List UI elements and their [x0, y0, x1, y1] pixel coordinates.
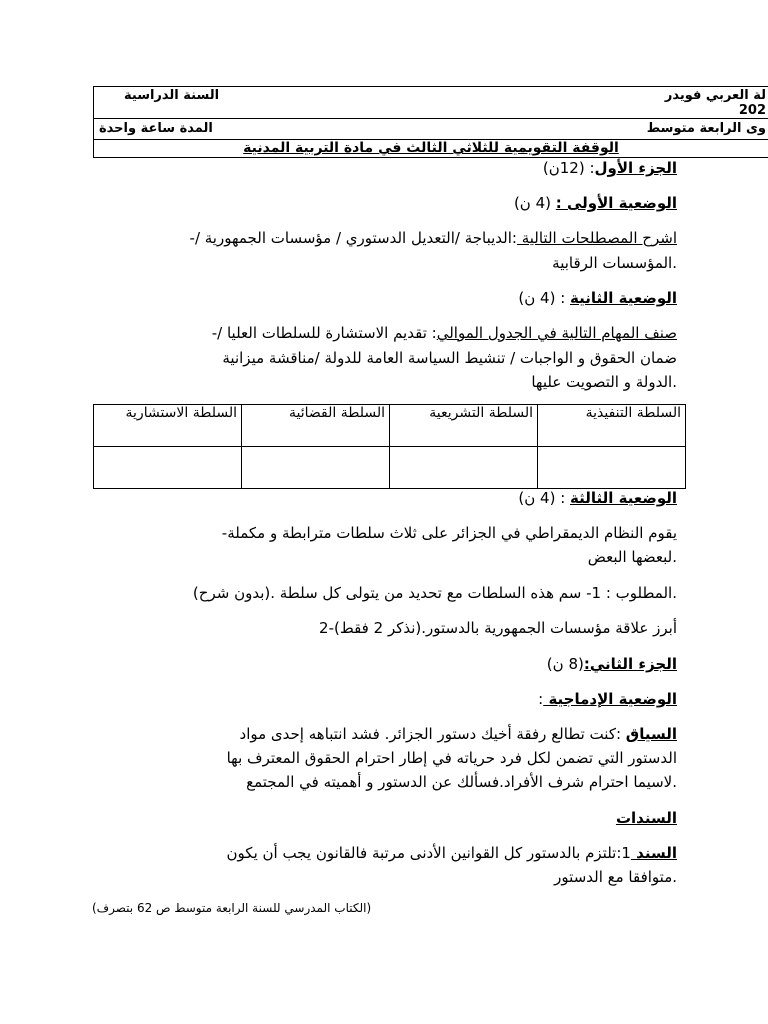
part2-marks: (8 ن) — [546, 655, 584, 673]
context-text-line2: الدستور التي تضمن لكل فرد حرياته في إطار احترام الحقوق المعترف بها — [226, 749, 677, 767]
context-text-line3: .لاسيما احترام شرف الأفراد.فسألك عن الدستور و أهميته في المجتمع — [246, 773, 677, 791]
header-judicial: السلطة القضائية — [242, 405, 390, 447]
integration-line — [538, 687, 677, 712]
situation2-heading: الوضعية الثانية — [570, 289, 677, 307]
situation2-lead: صنف المهام التالية في الجدول الموالي — [436, 324, 677, 342]
document1-line2: .متوافقا مع الدستور — [554, 868, 677, 886]
situation3-heading: الوضعية الثالثة — [570, 489, 677, 507]
situation3-line — [518, 486, 677, 511]
situation3-text-line2: .لبعضها البعض — [587, 548, 677, 566]
header-legislative: السلطة التشريعية — [390, 405, 538, 447]
table-header-row — [94, 405, 686, 447]
situation1-text-line2: .المؤسسات الرقابية — [552, 254, 677, 272]
context-lead: السياق — [625, 725, 677, 743]
answer-cell-legislative[interactable] — [390, 447, 538, 489]
situation2-marks: : (4 ن) — [518, 289, 571, 307]
situation2-task1: : تقديم الاستشارة للسلطات العليا /- — [211, 324, 437, 342]
situation1-marks: (4 ن) — [513, 194, 556, 212]
context-text: :كنت تطالع رفقة أخيك دستور الجزائر. فشد انتباهه إحدى مواد — [239, 725, 626, 743]
header-box — [93, 86, 768, 158]
answer-cell-executive[interactable] — [538, 447, 686, 489]
situation3-text-line1: يقوم النظام الديمقراطي في الجزائر على ثلاث سلطات مترابطة و مكملة- — [221, 524, 677, 542]
header-consultative: السلطة الاستشارية — [94, 405, 242, 447]
integration-heading: الوضعية الإدماجية — [543, 690, 677, 708]
part2-line — [547, 652, 677, 677]
part1-marks: : (12ن) — [542, 159, 595, 177]
school-year-label: السنة الدراسية — [124, 88, 220, 103]
class-level: وى الرابعة متوسط — [646, 121, 766, 136]
header-executive: السلطة التنفيذية — [538, 405, 686, 447]
part2-heading: الجزء الثاني: — [583, 655, 677, 673]
integration-colon: : — [538, 690, 544, 708]
situation2-line — [518, 286, 677, 311]
documents-heading: السندات — [615, 809, 677, 827]
situation1-terms: :الديباجة /التعديل الدستوري / مؤسسات الجمهورية /- — [189, 229, 517, 247]
situation3-question2: أبرز علاقة مؤسسات الجمهورية بالدستور.(نذكر 2 فقط)-2 — [319, 619, 677, 637]
document1-text: 1:تلتزم بالدستور كل القوانين الأدنى مرتبة فالقانون يجب أن يكون — [226, 844, 631, 862]
situation1-line — [514, 191, 677, 216]
documents-line — [616, 806, 677, 831]
exam-title: الوقفة التقويمية للثلاثي الثالث في مادة التربية المدنية — [243, 140, 619, 156]
situation2-text-line3: .الدولة و التصويت عليها — [531, 373, 677, 391]
source-reference: (الكتاب المدرسي للسنة الرابعة متوسط ص 62 بتصرف) — [92, 901, 372, 915]
part1-line — [543, 156, 677, 181]
situation2-text-line1 — [212, 321, 677, 346]
document1-line1 — [227, 841, 677, 866]
table-answer-row — [94, 447, 686, 489]
part1-heading: الجزء الأول — [594, 159, 677, 177]
authorities-table — [93, 404, 686, 489]
answer-cell-judicial[interactable] — [242, 447, 390, 489]
situation2-text-line2: ضمان الحقوق و الواجبات / تنشيط السياسة العامة للدولة /مناقشة ميزانية — [222, 349, 677, 367]
answer-cell-consultative[interactable] — [94, 447, 242, 489]
situation1-heading: الوضعية الأولى : — [555, 194, 677, 212]
header-row-school — [94, 87, 768, 119]
school-name: لة العربي فويدر — [664, 88, 766, 103]
context-text-line1 — [240, 722, 677, 747]
exam-duration: المدة ساعة واحدة — [99, 121, 213, 136]
document1-lead: السند — [630, 844, 677, 862]
situation3-question1: .المطلوب : 1- سم هذه السلطات مع تحديد من يتولى كل سلطة .(بدون شرح) — [192, 584, 677, 602]
situation3-marks: : (4 ن) — [518, 489, 571, 507]
situation1-text-line1 — [190, 226, 677, 251]
school-year-value: 202 — [738, 103, 766, 118]
header-row-level — [94, 119, 768, 140]
situation1-lead: اشرح المصطلحات التالية — [516, 229, 677, 247]
